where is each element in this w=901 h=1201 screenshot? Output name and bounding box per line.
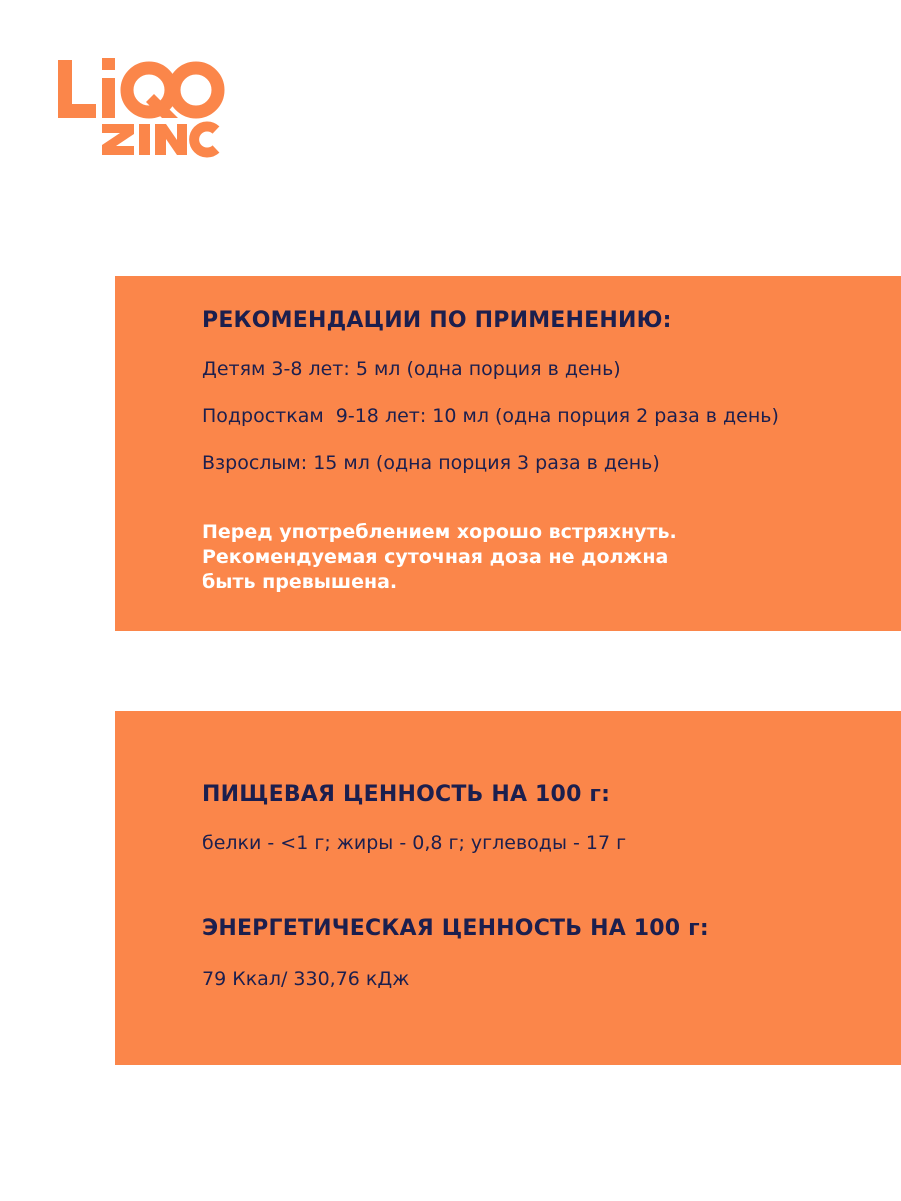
energy-value: 79 Ккал/ 330,76 кДж: [202, 968, 410, 990]
usage-recommendations-panel: [115, 276, 901, 631]
warning-line: Перед употреблением хорошо встряхнуть.: [202, 521, 677, 543]
warning-line: быть превышена.: [202, 571, 398, 593]
usage-item-children: Детям 3-8 лет: 5 мл (одна порция в день): [202, 358, 621, 380]
usage-warning: [202, 520, 677, 595]
warning-line: Рекомендуемая суточная доза не должна: [202, 546, 669, 568]
nutrition-panel: [115, 711, 901, 1065]
usage-heading: РЕКОМЕНДАЦИИ ПО ПРИМЕНЕНИЮ:: [202, 308, 672, 333]
energy-heading: ЭНЕРГЕТИЧЕСКАЯ ЦЕННОСТЬ НА 100 г:: [202, 916, 709, 941]
nutrition-value: белки - <1 г; жиры - 0,8 г; углеводы - 17 г: [202, 832, 627, 854]
brand-logo: [58, 58, 228, 158]
nutrition-heading: ПИЩЕВАЯ ЦЕННОСТЬ НА 100 г:: [202, 782, 611, 807]
liqo-zinc-logo: [58, 58, 228, 158]
usage-item-teens: Подросткам 9-18 лет: 10 мл (одна порция 2 раза в день): [202, 405, 779, 427]
usage-item-adults: Взрослым: 15 мл (одна порция 3 раза в день): [202, 452, 660, 474]
